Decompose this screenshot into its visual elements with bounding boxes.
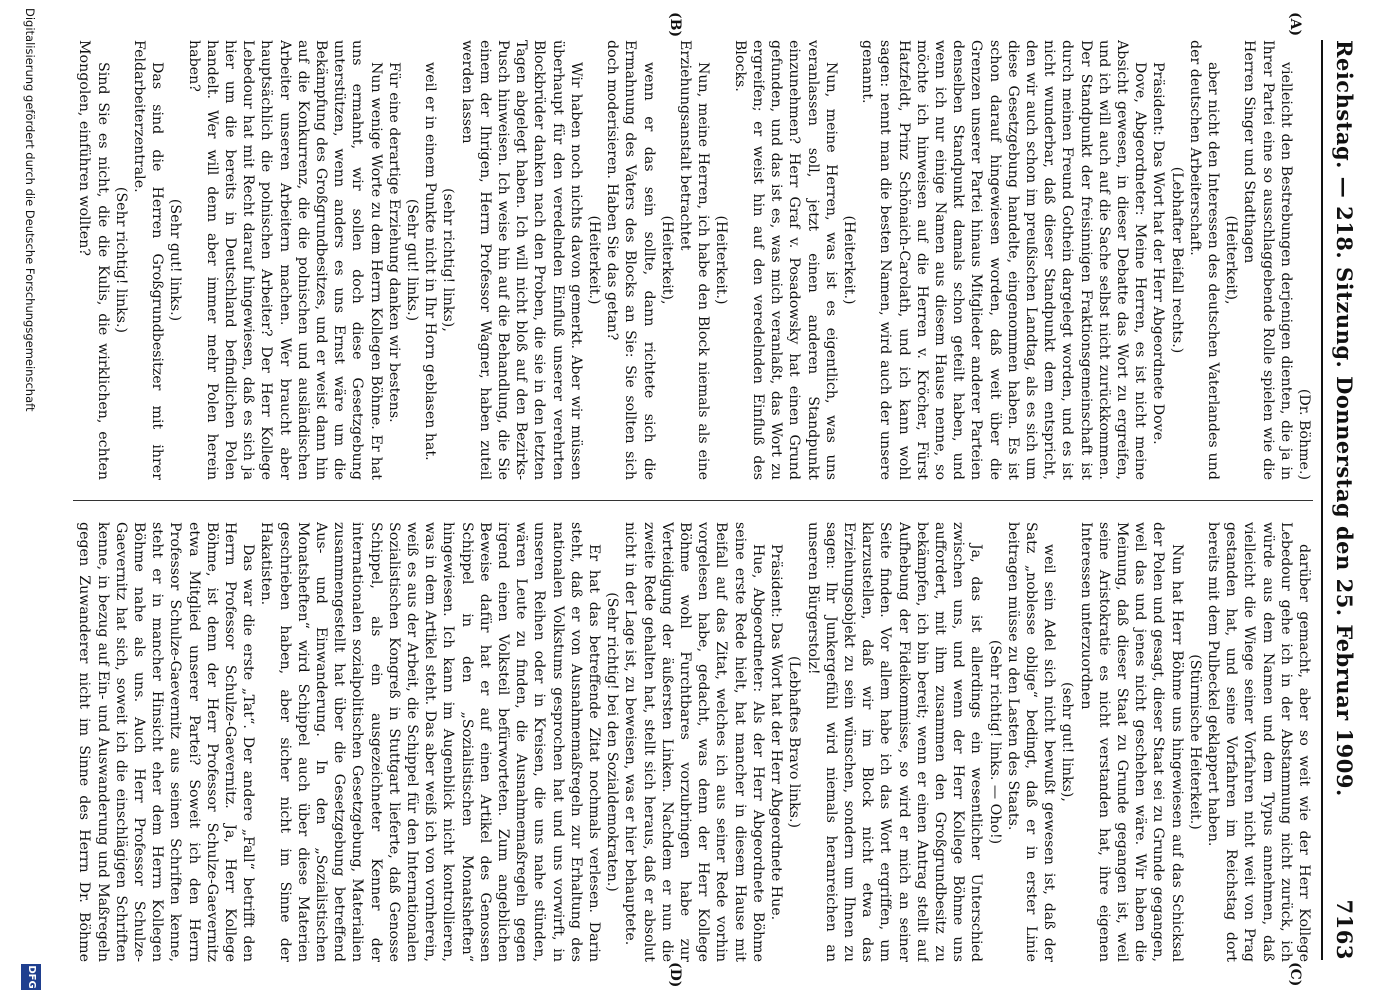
text-paragraph: darüber gemacht, aber so weit wie der Herr Kollege Lebedour gehe ich in der Abstammung nicht zurück, ich würde aus dem Namen und dem Typus annehmen, daß vielleicht die Wiege seiner Vorfahren nicht weit von Prag gestanden hat, und seine Vorfahren im Reichstag dort bereits mit dem Pulbeckel geklappert haben. xyxy=(1204,522,1312,962)
speaker-paragraph: Präsident: Das Wort hat der Herr Abgeordnete Dove. xyxy=(1150,62,1167,445)
text-paragraph: vielleicht den Bestrebungen derjenigen dienten, die ja in Ihrer Partei eine so ausschlaggebende Rolle spielen wie die Herren Singer und Stadthagen xyxy=(1241,40,1294,480)
interjection-paragraph: (Heiterkeit.) xyxy=(586,215,603,305)
digitization-credit: Digitalisierung gefördert durch die Deutsche Forschungsgemeinschaft xyxy=(23,8,37,412)
text-paragraph: Wir haben noch nichts davon gemerkt. Aber wir müssen überhaupt für den veredelnden Einfluß unserer verehrten Blockbrüder danken nach den Proben, die sie in den letzten Tagen abgelegt haben. Ich will nicht bloß auf den Bezirks-Pusch hinweisen. Ich weise hin auf die Behandlung, die Sie einem der Ihrigen, Herrn Professor Wagner, haben zuteil werden lassen xyxy=(458,40,584,480)
text-paragraph: aber nicht den Interessen des deutschen Vaterlandes und der deutschen Arbeiterschaft. xyxy=(1186,40,1221,480)
text-column-right xyxy=(73,522,1313,962)
interjection-paragraph: (Heiterkeit.) xyxy=(840,215,857,305)
interjection-paragraph: (Heiterkeit), xyxy=(658,215,675,305)
speaker-paragraph: Präsident: Das Wort hat der Herr Abgeordnete Hue. xyxy=(768,544,785,921)
text-paragraph: Nun, meine Herren, ich habe den Block niemals als eine Erziehungsanstalt betrachtet xyxy=(677,40,712,480)
interjection-paragraph: (Lebhafter Beifall rechts.) xyxy=(1168,166,1185,354)
text-paragraph: Er hat das betreffende Zitat nochmals verlesen. Darin steht, daß er von Ausnahmemaßregeln zur Erhaltung des nationalen Volkstums gesprochen hat und uns vorwirft, in unseren Reihen oder in Kreisen, die uns nahe stünden, wären Leute zu finden, die Ausnahmemaßregeln gegen irgend einen Volksteil befürworteten. Zum angeblichen Beweise dafür hat er auf einen Artikel des Genossen Schippel in den „Sozialistischen Monatsheften“ hingewiesen. Ich kann im Augenblick nicht kontrollieren, was in dem Artikel steht. Das aber weiß ich von vornherein, weiß es aus der Arbeit, die Schippel für den Internationalen Sozialistischen Kongreß in Stuttgart lieferte, daß Genosse Schippel, als ein ausgezeichneter Kenner der internationalen sozialpolitischen Gesetzgebung, Materialien zusammengestellt hat über die Gesetzgebung betreffend Aus- und Einwanderung. In den „Sozialistischen Monatsheften“ wird Schippel auch über diese Materien geschrieben haben, aber sicher nicht im Sinne der Hakatisten. xyxy=(258,522,603,962)
margin-marker-d: (D) xyxy=(667,962,683,988)
dfg-logo: DFG xyxy=(21,964,41,990)
page-header-title: Reichstag. — 218. Sitzung. Donnerstag den 25. Februar 1909. xyxy=(1332,40,1357,797)
interjection-paragraph: (Heiterkeit), xyxy=(1223,215,1240,305)
text-paragraph: Sind Sie es nicht, die die Kulis, die wirklichen, echten Mongolen, einführen wollten? xyxy=(76,40,111,480)
page-footer xyxy=(5,0,45,1000)
column-divider xyxy=(73,500,1313,501)
interjection-paragraph: (Sehr gut! links.) xyxy=(167,198,184,322)
text-paragraph: (Dr. Böhme.) xyxy=(1296,388,1312,480)
text-paragraph: wenn er das sein sollte, dann richtete sich die Ermahnung des Vaters des Blocks an Sie: Sie sollten sich doch moderisieren. Haben Sie das getan? xyxy=(604,40,657,480)
speaker-paragraph: Dove, Abgeordneter: Meine Herren, es ist nicht meine Absicht gewesen, in dieser Debatte das Wort zu ergreifen, und ich will auch auf die Sache selbst nicht zurückkommen. Der Standpunkt der freisinnigen Fraktionsgemeinschaft ist durch meinen Freund Gothein dargelegt worden, und es ist nicht wunderbar, daß dieser Standpunkt dem entspricht, den wir auch schon im preußischen Landtag, als es sich um diese Gesetzgebung handelte, eingenommen haben. Es ist schon darauf hingewiesen worden, daß weit über die Grenzen unserer Partei hinaus Mitglieder anderer Parteien denselben Standpunkt damals schon geteilt haben, und wenn ich nur einige Namen aus diesem Hause nenne, so möchte ich hinweisen auf die Herren v. Kröcher, Fürst Hatzfeldt, Prinz Schönaich-Carolath, und ich kann wohl sagen: nennt man die besten Namen, wird auch der unsere genannt. xyxy=(859,40,1149,480)
margin-marker-a: (A) xyxy=(1287,12,1303,37)
page-header xyxy=(1321,40,1363,960)
interjection-paragraph: (Sehr gut! links.) xyxy=(404,198,421,322)
text-paragraph: Ja, das ist allerdings ein wesentlicher Unterschied zwischen uns, und wenn der Herr Kollege Böhme uns auffordert, mit ihm zusammen den Großgrundbesitz zu bekämpfen, ich bin bereit; wenn er einen Antrag stellt auf Aufhebung der Fideikommisse, so wird er mich an seiner Seite finden. Vor allem habe ich das Wort ergriffen, um klarzustellen, daß wir im Block nicht etwa das Erziehungsobjekt zu sein wünschen, sondern um Ihnen zu sagen: Ihr Junkergefühl wird niemals heranreichen an unseren Bürgerstolz! xyxy=(804,522,985,962)
interjection-paragraph: (Sehr richtig! bei den Sozialdemokraten.) xyxy=(604,592,621,892)
page-number: 7163 xyxy=(1332,899,1357,960)
interjection-paragraph: (Lebhaftes Bravo links.) xyxy=(786,655,803,829)
text-paragraph: weil er in einem Punkte nicht in Ihr Horn geblasen hat. xyxy=(422,62,439,461)
interjection-paragraph: (sehr gut! links), xyxy=(1059,682,1076,802)
text-paragraph: Das sind die Herren Großgrundbesitzer mit ihrer Feldarbeiterzentrale. xyxy=(131,40,166,480)
interjection-paragraph: (sehr richtig! links), xyxy=(440,188,457,332)
text-paragraph: Für eine derartige Erziehung danken wir bestens. xyxy=(385,62,402,423)
margin-marker-c: (C) xyxy=(1287,962,1303,987)
text-paragraph: Nun, meine Herren, was ist es eigentlich, was uns veranlassen soll, jetzt einen anderen Standpunkt einzunehmen? Herr Graf v. Posadowsky hat einen Grund gefunden, und das ist es, was mich veranlaßt, das Wort zu ergreifen; er weist hin auf den veredelnden Einfluß des Blocks. xyxy=(731,40,839,480)
text-paragraph: Nun hat Herr Böhme uns hingewiesen auf das Schicksal der Polen und gesagt, dieser Staat sei zu Grunde gegangen, weil das und jenes nicht geschehen wäre. Wir haben die Meinung, daß dieser Staat zu Grunde gegangen ist, weil seine Aristokratie es nicht verstanden hat, ihre eigenen Interessen unterzuordnen xyxy=(1077,522,1185,962)
interjection-paragraph: (Sehr richtig! links.) xyxy=(112,186,129,334)
speaker-paragraph: Hue, Abgeordneter: Als der Herr Abgeordnete Böhme seine erste Rede hielt, hat mancher in diesem Hause mit Beifall auf das Zitat, welches ich aus seiner Rede vorhin vorgelesen habe, gedacht, was denn der Herr Kollege Böhme wohl Furchtbares vorzubringen habe zur Verteidigung der äußersten Linken. Nachdem er nun die zweite Rede gehalten hat, stellt sich heraus, daß er absolut nicht in der Lage ist, zu beweisen, was er hier behauptete. xyxy=(622,522,766,962)
text-paragraph: Nun wenige Worte zu dem Herrn Kollegen Böhme. Er hat uns ermahnt, wir sollen doch diese Gesetzgebung unterstützen, wenn anders es uns Ernst wäre um die Bekämpfung des Großgrundbesitzes, und er weist dann hin auf die Konkurrenz, die die polnischen und ausländischen Arbeiter unseren Arbeitern machen. Wer braucht aber hauptsächlich die polnischen Arbeiter? Der Herr Kollege Lebedour hat mit Recht darauf hingewiesen, daß es sich ja hier um die bereits in Deutschland befindlichen Polen handelt. Wer will denn aber immer mehr Polen herein haben? xyxy=(185,40,384,480)
interjection-paragraph: (Heiterkeit.) xyxy=(713,215,730,305)
text-paragraph: Das war die erste „Tat“. Der andere „Fall“ betrifft den Herrn Professor Schulze-Gaevernitz. Ja, Herr Kollege Böhme, ist denn der Herr Professor Schulze-Gaevernitz etwa Mitglied unserer Partei? Soweit ich den Herrn Professor Schulze-Gaevernitz aus seinen Schriften kenne, steht er in mancher Hinsicht eher dem Herrn Kollegen Böhme nahe als uns. Auch Herr Professor Schulze-Gaevernitz hat sich, soweit ich die einschlägigen Schriften kenne, in bezug auf Ein- und Auswanderung und Maßregeln gegen Zuwanderer nicht im Sinne des Herrn Dr. Böhme xyxy=(76,522,257,962)
text-column-left xyxy=(73,40,1313,480)
interjection-paragraph: (Stürmische Heiterkeit.) xyxy=(1186,654,1203,830)
margin-marker-b: (B) xyxy=(667,12,683,38)
interjection-paragraph: (Sehr richtig! links. — Oho!) xyxy=(986,639,1003,845)
text-paragraph: weil sein Adel sich nicht bewußt gewesen ist, daß der Satz „noblesse oblige“ bedingt, daß er in erster Linie beitragen müsse zu den Lasten des Staats. xyxy=(1004,522,1058,962)
